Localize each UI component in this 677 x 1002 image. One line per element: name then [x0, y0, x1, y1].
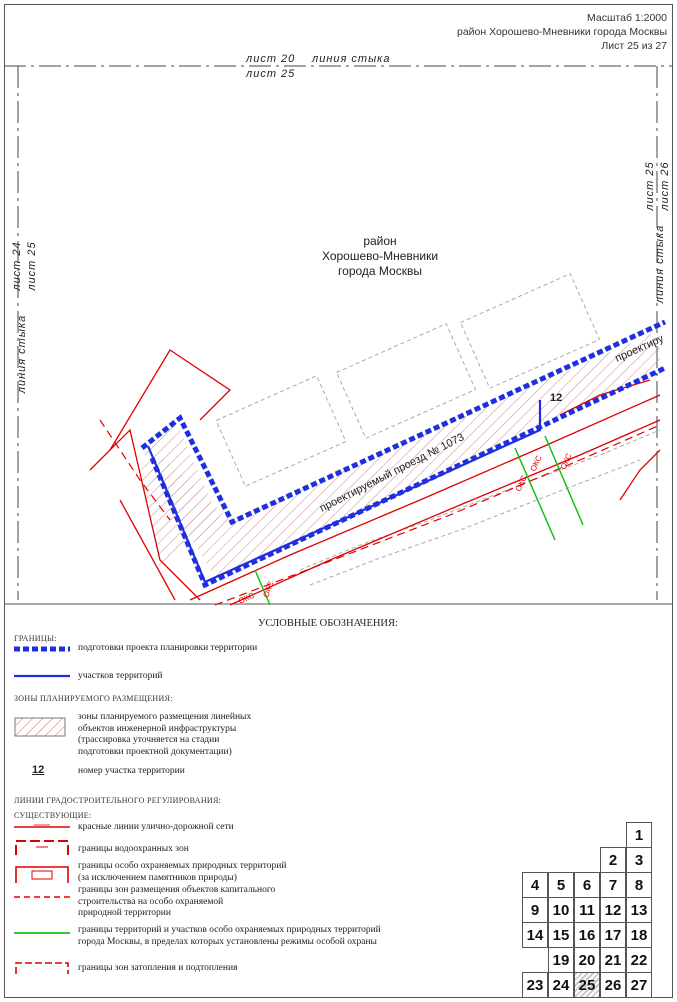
- sheet-index-cell-6: 6: [574, 872, 600, 898]
- sheet-index-cell-10: 10: [548, 897, 574, 923]
- sheet-index-cell-26: 26: [600, 972, 626, 998]
- legend-pt-line2: (за исключением памятников природы): [78, 872, 237, 883]
- oks-label-3: ОКС: [513, 474, 529, 493]
- sheet-index-cell-23: 23: [522, 972, 548, 998]
- legend-protected-territory-symbol: [14, 863, 70, 885]
- sheet-index-cell-19: 19: [548, 947, 574, 973]
- legend-zone-line4: подготовки проектной документации): [78, 746, 232, 757]
- legend-oks-line2: строительства на особо охраняемой: [78, 896, 224, 907]
- sheet-index-cell-3: 3: [626, 847, 652, 873]
- sheet-index-cell-11: 11: [574, 897, 600, 923]
- legend-zone-line2: объектов инженерной инфраструктуры: [78, 723, 237, 734]
- legend-oks-line3: природной территории: [78, 908, 171, 918]
- district-label: [300, 234, 460, 279]
- sheet-index-cell-12: 12: [600, 897, 626, 923]
- sheet-index-cell-22: 22: [626, 947, 652, 973]
- sheet-index-cell-14: 14: [522, 922, 548, 948]
- district-label-line2: Хорошево-Мневники: [321, 249, 439, 263]
- legend-plot-boundary-symbol: [14, 673, 70, 679]
- legend-green-line-text: [78, 925, 381, 948]
- legend-oks-zone-text: [78, 885, 275, 920]
- plot-number: 12: [550, 392, 563, 404]
- legend-zones-heading: ЗОНЫ ПЛАНИРУЕМОГО РАЗМЕЩЕНИЯ:: [14, 694, 173, 703]
- legend-water-zones-text: границы водоохранных зон: [78, 844, 189, 854]
- district-label-line1: район: [363, 234, 397, 248]
- sheet-number: Лист 25 из 27: [601, 40, 667, 52]
- sheet-index-cell-4: 4: [522, 872, 548, 898]
- legend-protected-territory-text: [78, 861, 286, 884]
- legend-flood-zones-text: границы зон затопления и подтопления: [78, 963, 238, 973]
- legend-zone-line3: (трассировка уточняется на стадии: [78, 735, 220, 745]
- legend-plot-boundary-text: участков территорий: [78, 671, 163, 681]
- legend-regulation-heading: ЛИНИИ ГРАДОСТРОИТЕЛЬНОГО РЕГУЛИРОВАНИЯ:: [14, 796, 222, 805]
- right-joint-label: линия стыка: [654, 224, 666, 304]
- legend-zone-symbol: [14, 717, 66, 737]
- legend-boundaries-heading: ГРАНИЦЫ:: [14, 634, 57, 643]
- district-label-line3: города Москвы: [338, 264, 422, 278]
- legend-green-line2: города Москвы, в пределах которых установлены режимы особой охраны: [78, 936, 377, 947]
- oks-label-4: ОКС: [237, 590, 256, 606]
- road-label: проектируемый проезд № 1073: [317, 431, 467, 515]
- sheet-index-cell-18: 18: [626, 922, 652, 948]
- right-sheet-a: лист 25: [644, 161, 656, 211]
- right-sheet-b: лист 26: [659, 161, 671, 211]
- sheet-index-cell-25: 25: [574, 972, 600, 998]
- legend-green-line1: границы территорий и участков особо охраняемых природных территорий: [78, 925, 381, 935]
- oks-label-2: ОКС: [558, 452, 574, 471]
- legend-zone-line1: зоны планируемого размещения линейных: [78, 712, 252, 722]
- legend-plot-num-text: номер участка территории: [78, 766, 185, 776]
- oks-label-1: ОКС: [528, 454, 544, 473]
- oks-label-5: ОКС: [261, 580, 276, 599]
- sheet-index-cell-5: 5: [548, 872, 574, 898]
- top-sheet-b: лист 25: [246, 68, 296, 80]
- legend-zone-text: [78, 712, 251, 758]
- legend-flood-zone-symbol: [14, 960, 70, 976]
- legend-plot-num-sample: 12: [32, 764, 45, 776]
- sheet-index-grid: [522, 822, 662, 998]
- legend-water-zone-symbol: [14, 839, 70, 857]
- top-joint-label: линия стыка: [312, 53, 391, 65]
- sheet-index-cell-13: 13: [626, 897, 652, 923]
- legend-pt-line1: границы особо охраняемых природных территорий: [78, 861, 287, 871]
- sheet-index-cell-21: 21: [600, 947, 626, 973]
- sheet-index-cell-7: 7: [600, 872, 626, 898]
- legend-project-boundary-text: подготовки проекта планировки территории: [78, 643, 258, 653]
- sheet-index-cell-1: 1: [626, 822, 652, 848]
- legend-oks-line1: границы зон размещения объектов капитального: [78, 885, 276, 895]
- sheet-index-cell-15: 15: [548, 922, 574, 948]
- top-sheet-a: лист 20: [246, 53, 296, 65]
- sheet-index-cell-9: 9: [522, 897, 548, 923]
- legend-green-line-symbol: [14, 929, 70, 937]
- road-label-right: проектиру: [613, 332, 666, 365]
- legend-title: УСЛОВНЫЕ ОБОЗНАЧЕНИЯ:: [258, 618, 398, 629]
- legend-red-line-symbol: [14, 822, 70, 832]
- sheet-index-cell-2: 2: [600, 847, 626, 873]
- legend-existing-heading: СУЩЕСТВУЮЩИЕ:: [14, 811, 92, 820]
- scale-label: Масштаб 1:2000: [587, 12, 667, 24]
- legend-red-lines-text: красные линии улично-дорожной сети: [78, 822, 234, 832]
- left-sheet-a: лист 24: [11, 241, 23, 291]
- sheet-index-cell-8: 8: [626, 872, 652, 898]
- sheet-index-cell-16: 16: [574, 922, 600, 948]
- sheet-index-cell-17: 17: [600, 922, 626, 948]
- left-sheet-b: лист 25: [26, 241, 38, 291]
- district-header: район Хорошево-Мневники города Москвы: [456, 26, 667, 38]
- left-joint-label: линия стыка: [16, 314, 28, 394]
- legend-oks-zone-symbol: [14, 892, 70, 902]
- sheet-index-cell-24: 24: [548, 972, 574, 998]
- legend-project-boundary-symbol: [14, 644, 70, 654]
- sheet-index-cell-20: 20: [574, 947, 600, 973]
- sheet-index-cell-27: 27: [626, 972, 652, 998]
